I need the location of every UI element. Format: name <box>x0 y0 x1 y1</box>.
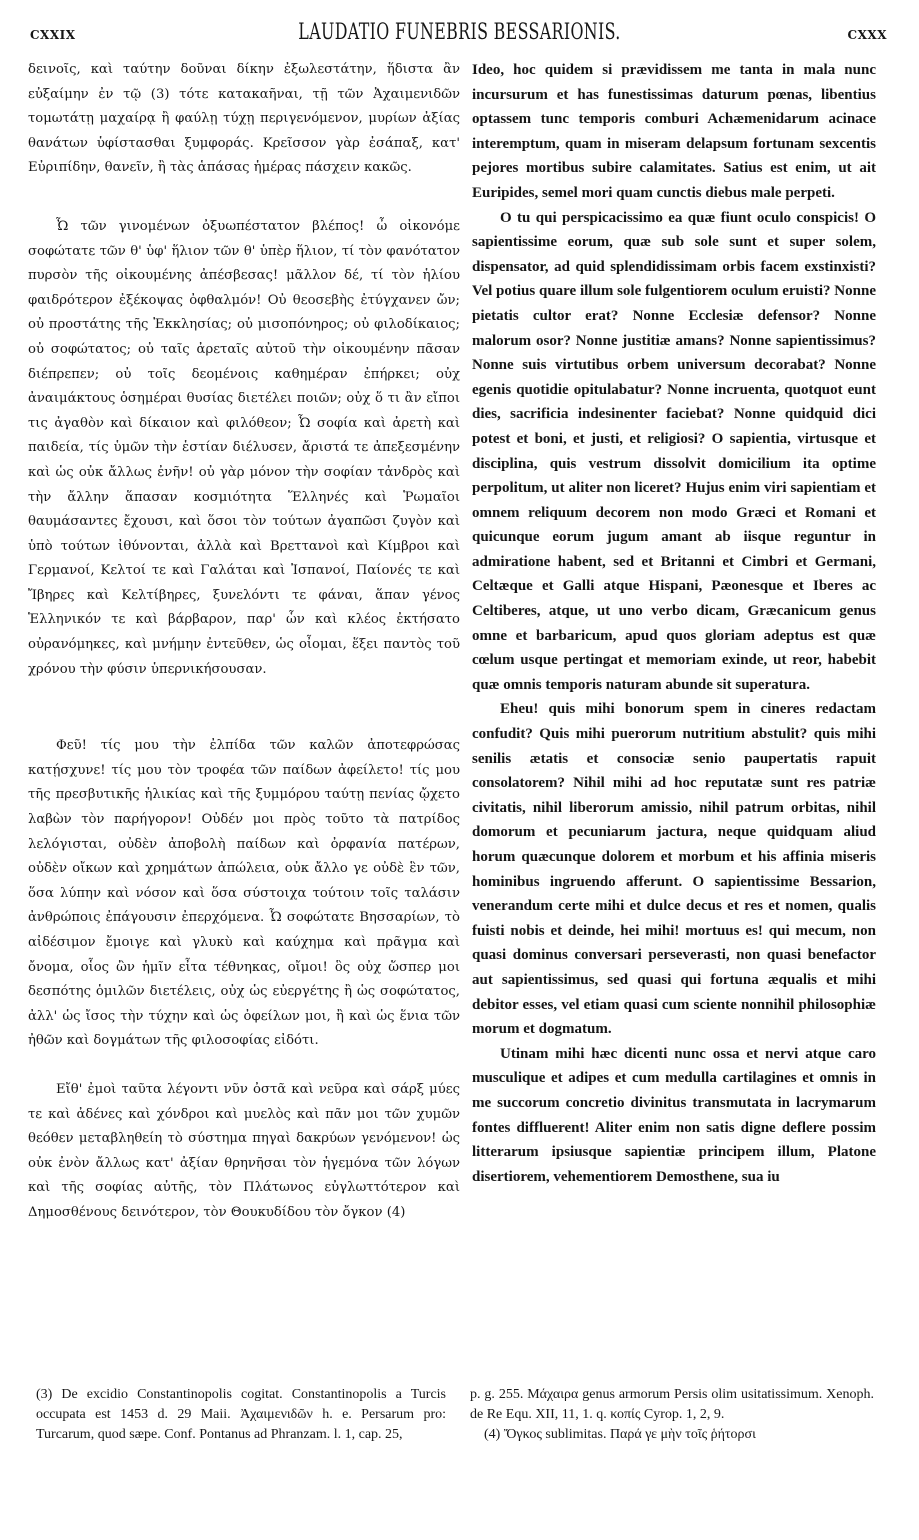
latin-column <box>472 58 876 1189</box>
page-number-left: CXXIX <box>30 28 76 42</box>
footnote-continuation <box>470 1385 874 1445</box>
footnote-continuation-text: p. g. 255. Μάχαιρα genus armorum Persis olim usitatissimum. Xenoph. de Re Equ. XII, 11, 1. q. κοπίς Cyrop. 1, 2, 9. <box>470 1387 874 1422</box>
latin-paragraph-4: Utinam mihi hæc dicenti nunc ossa et nervi atque caro musculique et adipes et cum medulla cartilagines et omnis in me succorum concretio divinitus transmutata in lacrymarum fontes diffluerent! Aliter enim non satis digne deflere possim litterarum ipsiusque sapientiæ principem illum, Platone disertiorem, vehementiorem Demosthene, sua iu <box>472 1045 876 1185</box>
latin-paragraph-3: Eheu! quis mihi bonorum spem in cineres redactam confudit? Quis mihi puerorum nutritium abstulit? quis mihi senilis ætatis et consociæ senio paupertatis rapuit consolatorem? Nihil mihi ad hoc reputatæ sunt res patriæ civitatis, nihil liberorum amissio, nihil patrum orbitas, nihil domorum et pecuniarum jactura, neque quidquam aliud horum quæcunque dolorem et morbum et his affinia miseris hominibus ingruendo afferunt. O sapientissime Bessarion, venerandum certe mihi et dulce decus et res et nomen, qualis fuisti nobis et deinde, hei mihi! mortuus es! qui mecum, non quasi dominus conversari perseverasti, non quasi benefactor aut sapientissimus, sed quasi qui fortuna æqualis et mihi debitor esses, vel etiam quasi cum sciente nonnihil philosophiæ morum et dogmatum. <box>472 701 876 1038</box>
greek-paragraph-4: Εἴθ' ἐμοὶ ταῦτα λέγοντι νῦν ὀστᾶ καὶ νεῦρα καὶ σάρξ μύες τε καὶ ἀδένες καὶ χόνδροι καὶ μυελὸς καὶ πᾶν μοι τῶν χυμῶν θεόθεν μεταβληθείη τὸ σύστημα πηγαὶ δακρύων γενόμενον! ὡς οὐκ ἐνὸν ἄλλως κατ' ἀξίαν θρηνῆσαι τὸν ἡγεμόνα τῶν λόγων καὶ τῆς σοφίας αὐτῆς, τὸν Πλάτωνος εὐγλωττότερον καὶ Δημοσθένους δεινότερον, τὸν Θουκυδίδου τὸν ὄγκον (4) <box>28 1081 460 1220</box>
footnote-4: (4) Ὄγκος sublimitas. Παρά γε μὴν τοῖς ῥήτορσι <box>484 1427 756 1442</box>
greek-column <box>28 58 460 1226</box>
greek-paragraph-3: Φεῦ! τίς μου τὴν ἐλπίδα τῶν καλῶν ἀποτεφρώσας κατῄσχυνε! τίς μου τὸν τροφέα τῶν παίδων ἀφείλετο! τίς μου τῆς πρεσβυτικῆς ἡλικίας καὶ τῆς ξυμμόρου ταύτῃ πενίας ᾤχετο λαβὼν τὸν παρήγορον! Οὐδέν μοι πρὸς τοῦτο τὰ πατρίδος λελόγισται, οὐδὲν ἀποβολὴ παίδων καὶ ὀρφανία πατέρων, οὐδὲν οἴκων καὶ χρημάτων ἀπώλεια, οὐκ ἄλλο γε οὐδὲ ἓν τῶν, ὅσα λύπην καὶ νόσον καὶ ὅσα σύστοιχα τούτοιν τοῖς ταλάσιν ἀνθρώποις ἐπάγουσιν ἐπερχόμενα. Ὦ σοφώτατε Βησσαρίων, τὸ αἰδέσιμον ἔμοιγε καὶ γλυκὺ καὶ καύχημα καὶ πρᾶγμα καὶ ὄνομα, οἷος ὢν ἡμῖν εἶτα τέθνηκας, οἴμοι! ὃς οὐχ ὥσπερ μοι δεσπότης ὁμιλῶν διετέλεις, οὐχ ὡς εὐεργέτης ἢ ὡς σοφώτατος, ἀλλ' ὡς ἴσος τὴν τύχην καὶ ὡς ὀφείλων μοι, ἢ καὶ ὡς ἕνια τῶν ἠθῶν καὶ δογμάτων τῆς φιλοσοφίας εἰδότι. <box>28 738 460 1049</box>
page-header <box>22 12 897 52</box>
latin-paragraph-2: O tu qui perspicacissimo ea quæ fiunt oculo conspicis! O sapientissime eorum, quæ sub sole sunt et super solem, dispensator, ad quid splendidissimam orbis facem exstinxisti? Vel potius quare illum sole fulgentiorem oculum eruisti? Nonne pietatis cultor erat? Nonne Ecclesiæ defensor? Nonne malorum osor? Nonne justitiæ amans? Nonne sapientissimus? Nonne suis virtutibus orbem universum decorabat? Nonne egenis quotidie opitulabatur? Nonne incruenta, quotquot eunt dies, sacrificia indesinenter faciebat? Nonne quidquid dici potest et boni, et justi, et religiosi? O sapientia, virtusque et disciplina, quis vestrum dissolvit domicilium ita optime perpolitum, ut aliter non liceret? Hujus enim viri sapientiam et omnem reliquum decorem non modo Græci et Romani et quicunque eorum jugum amant ab iisque reguntur in admiratione habent, sed et Britanni et Cimbri et Germani, Celtæque et Galli atque Hispani, Pæonesque et Iberes ac Celtiberes, atque, ut uno verbo dicam, Græcanicum genus omne et barbaricum, apud quos gloriam adeptus est quæ cœlum usque pertingat et memoriam exinde, ut reor, habebit quæ omnis temporis naturam abunde sit superatura. <box>472 209 876 693</box>
latin-paragraph-1: Ideo, hoc quidem si prævidissem me tanta in mala nunc incursurum et has funestissimas daturum pœnas, libentius optassem tunc temporis comburi Achæmenidarum acinace interemptum, quam in miseram delapsum fortunam sexcentis pejores mortibus subire calamitates. Satius est enim, ut ait Euripides, semel mori quam cunctis diebus male perpeti. <box>472 62 876 201</box>
running-title: LAUDATIO FUNEBRIS BESSARIONIS. <box>298 20 621 45</box>
footnote-3: (3) De excidio Constantinopolis cogitat. Constantinopolis a Turcis occupata est 1453 d. 29 Maii. Ἀχαιμενιδῶν h. e. Persarum pro: Turcarum, quod sæpe. Conf. Pontanus ad Phranzam. l. 1, cap. 25, <box>36 1387 446 1442</box>
greek-paragraph-1: δεινοῖς, καὶ ταύτην δοῦναι δίκην ἐξωλεστάτην, ἥδιστα ἂν εὐξαίμην ἐν τῷ (3) τότε κατακαῆναι, τῇ τῶν Ἀχαιμενιδῶν τομωτάτῃ μαχαίρᾳ ἢ φαύλῃ τύχῃ περιγενόμενον, μυρίων ἀξίας θανάτων ὑφίστασθαι ξυμφοράς. Κρεῖσσον γὰρ ἐσάπαξ, κατ' Εὐριπίδην, θανεῖν, ἢ τὰς ἁπάσας ἡμέρας πάσχειν κακῶς. <box>28 62 460 176</box>
page-number-right: CXXX <box>847 28 887 42</box>
greek-paragraph-2: Ὦ τῶν γινομένων ὀξυωπέστατον βλέπος! ὦ οἰκονόμε σοφώτατε τῶν θ' ὑφ' ἥλιον τῶν θ' ὑπὲρ ἥλιον, τί τὸν φανότατον πυρσὸν τῆς οἰκουμένης ἀπέσβεσας! μᾶλλον δέ, τί τὸν ἡλίου φαιδρότερον ἐξέκοψας ὀφθαλμόν! Οὐ θεοσεβὴς ἐτύγχανεν ὤν; οὐ προστάτης τῆς Ἐκκλησίας; οὐ μισοπόνηρος; οὐ φιλοδίκαιος; οὐ σοφώτατος; οὐ ταῖς ἀρεταῖς αὐτοῦ τὴν οἰκουμένην πᾶσαν διέπρεπεν; οὐ τοῖς δεομένοις καθημέραν ἐπήρκει; οὐχ ἀναιμάκτους ὁσημέραι θυσίας διετέλει ποιῶν; οὐχ ὅ τι ἂν εἴποι τις ἀγαθὸν καὶ δίκαιον καὶ φιλόθεον; Ὦ σοφία καὶ ἀρετὴ καὶ παιδεία, τίς ὑμῶν τὴν ἑστίαν διέλυσεν, ἄριστά τε ἀπεξεσμένην καὶ ὡς οὐκ ἄλλως ἐνῆν! οὐ γὰρ μόνον τὴν σοφίαν τἀνδρὸς καὶ τὴν ἄλλην ἅπασαν κοσμιότητα Ἕλληνές καὶ Ῥωμαῖοι θαυμάσαντες ἔχουσι, καὶ ὅσοι τὸν τούτων ἀγαπῶσι ζυγὸν καὶ ὑπὸ τούτων ἰθύνονται, ἀλλὰ καὶ Βρεττανοὶ καὶ Κίμβροι καὶ Γερμανοί, Κελτοί τε καὶ Γαλάται καὶ Ἰσπανοί, Παίονές τε καὶ Ἴβηρες καὶ Κελτίβηρες, ξυνελόντι τε φάναι, ἅπαν γένος Ἑλληνικόν τε καὶ βάρβαρον, παρ' ὧν καὶ κλέος ἐκτήσατο οὐρανόμηκες, καὶ μνήμην ἐντεῦθεν, ὡς οἶομαι, ἕξει παντὸς τοῦ χρόνου τὴν φύσιν ὑπερνικήσουσαν. <box>28 218 460 677</box>
